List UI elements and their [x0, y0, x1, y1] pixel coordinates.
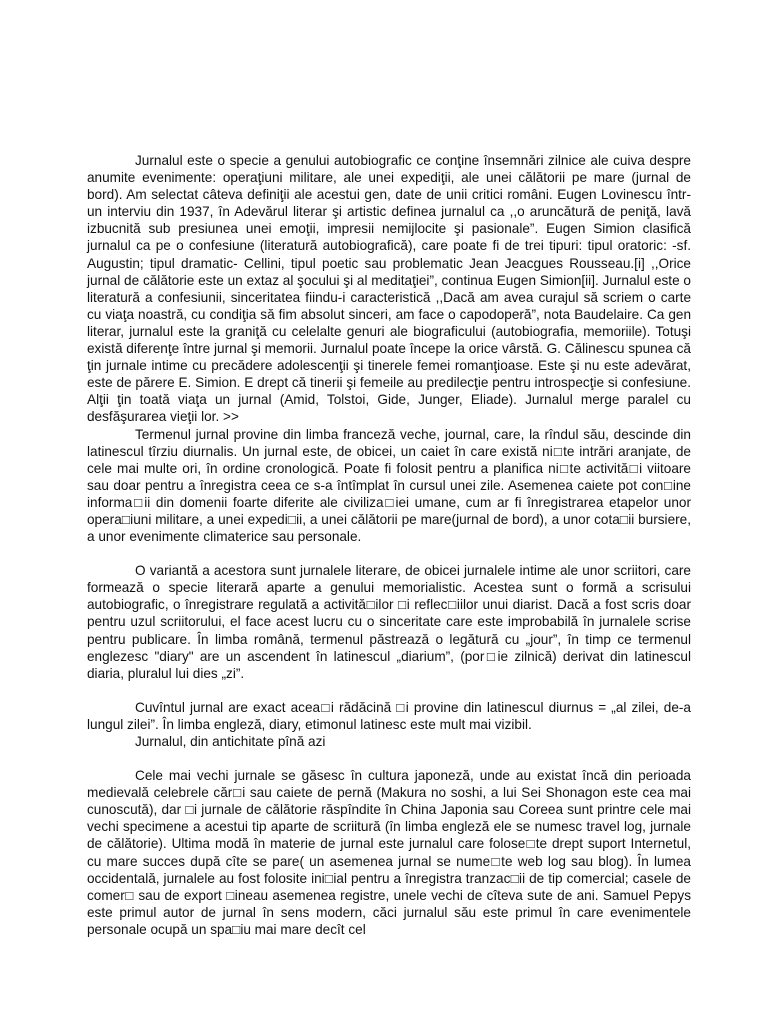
paragraph-intro: Jurnalul este o specie a genului autobiografic ce conţine însemnări zilnice ale cuiva despre anumite evenimente: operaţiuni militare, ale unei expediţii, ale unei călătorii pe mare (jurnal de bord). Am selectat câteva definiţii ale acestui gen, date de unii critici români. Eugen Lovinescu într-un interviu din 1937, în Adevărul literar şi artistic definea jurnalul ca ,,o aruncătură de peniţă, lavă izbucnită sub presiunea unei emoţii, impresii nemijlocite şi pasionale”. Eugen Simion clasifică jurnalul ca pe o confesiune (literatură autobiografică), care poate fi de trei tipuri: tipul oratoric: -sf. Augustin; tipul dramatic- Cellini, tipul poetic sau problematic Jean Jeacgues Rousseau.[i] ,,Orice jurnal de călătorie este un extaz al şocului şi al meditaţiei”, continua Eugen Simion[ii]. Jurnalul este o literatură a confesiunii, sinceritatea fiindu-i caracteristică ,,Dacă am avea curajul să scriem o carte cu viaţa noastră, cu condiţia să fim absolut sinceri, am face o capodoperă”, nota Baudelaire. Ca gen literar, jurnalul este la graniţă cu celelalte genuri ale biograficului (autobiografia, memoriile). Totuşi există diferenţe între jurnal şi memorii. Jurnalul poate începe la orice vârstă. G. Călinescu spunea că ţin jurnale intime cu precădere adolescenţii şi tinerele femei romanţioase. Este şi nu este adevărat, este de părere E. Simion. E drept că tinerii şi femeile au predilecţie pentru introspecţie si confesiune. Alţii ţin toată viaţa un jurnal (Amid, Tolstoi, Gide, Junger, Eliade). Jurnalul merge paralel cu desfăşurarea vieţii lor. >>: [87, 153, 691, 425]
document-body: [87, 152, 691, 938]
paragraph-literary-journals: O variantă a acestora sunt jurnalele literare, de obicei jurnalele intime ale unor scriitori, care formează o specie literară aparte a genului memorialistic. Acestea sunt o formă a scrisului autobiografic, o înregistrare regulată a activită□ilor □i reflec□iilor unui diarist. Dacă a fost scris doar pentru uzul scriitorului, el face acest lucru cu o sinceritate care este improbabilă în jurnalele scrise pentru publicare. În limba română, termenul păstrează o legătură cu „jour”, în timp ce termenul englezesc "diary" are un ascendent în latinescul „diarium”, (por□ie zilnică) derivat din latinescul diaria, pluralul lui dies „zi”.: [87, 563, 691, 681]
paragraph-spacer: [87, 750, 691, 767]
paragraph-spacer: [87, 682, 691, 699]
paragraph-etymology: Termenul jurnal provine din limba franceză veche, journal, care, la rîndul său, descinde din latinescul tîrziu diurnalis. Un jurnal este, de obicei, un caiet în care există ni□te intrări aranjate, de cele mai multe ori, în ordine cronologică. Poate fi folosit pentru a planifica ni□te activită□i viitoare sau doar pentru a înregistra ceea ce s-a întîmplat în cursul unei zile. Asemenea caiete pot con□ine informa□ii din domenii foarte diferite ale civiliza□iei umane, cum ar fi înregistrarea etapelor unor opera□iuni militare, a unei expedi□ii, a unei călătorii pe mare(jurnal de bord), a unor cota□ii bursiere, a unor evenimente climaterice sau personale.: [87, 426, 691, 545]
section-heading: Jurnalul, din antichitate pînă azi: [135, 734, 326, 749]
paragraph-spacer: [87, 545, 691, 562]
paragraph-root: Cuvîntul jurnal are exact acea□i rădăcină □i provine din latinescul diurnus = „al zilei, de-a lungul zilei”. În limba engleză, diary, etimonul latinesc este mult mai vizibil.: [87, 699, 691, 732]
paragraph-history: Cele mai vechi jurnale se găsesc în cultura japoneză, unde au existat încă din perioada medievală celebrele căr□i sau caiete de pernă (Makura no soshi, a lui Sei Shonagon este cea mai cunoscută), dar □i jurnale de călătorie răspîndite în China Japonia sau Coreea sunt printre cele mai vechi specimene a acestui tip aparte de scriitură (în limba engleză ele se numesc travel log, jurnale de călătorie). Ultima modă în materie de jurnal este jurnalul care folose□te drept suport Internetul, cu mare succes după cîte se pare( un asemenea jurnal se nume□te web log sau blog). În lumea occidentală, jurnalele au fost folosite ini□ial pentru a înregistra tranzac□ii de tip comercial; casele de comer□ sau de export □ineau asemenea registre, unele vechi de cîteva sute de ani. Samuel Pepys este primul autor de jurnal în sens modern, căci jurnalul său este primul în care evenimentele personale ocupă un spa□iu mai mare decît cel: [87, 768, 691, 937]
